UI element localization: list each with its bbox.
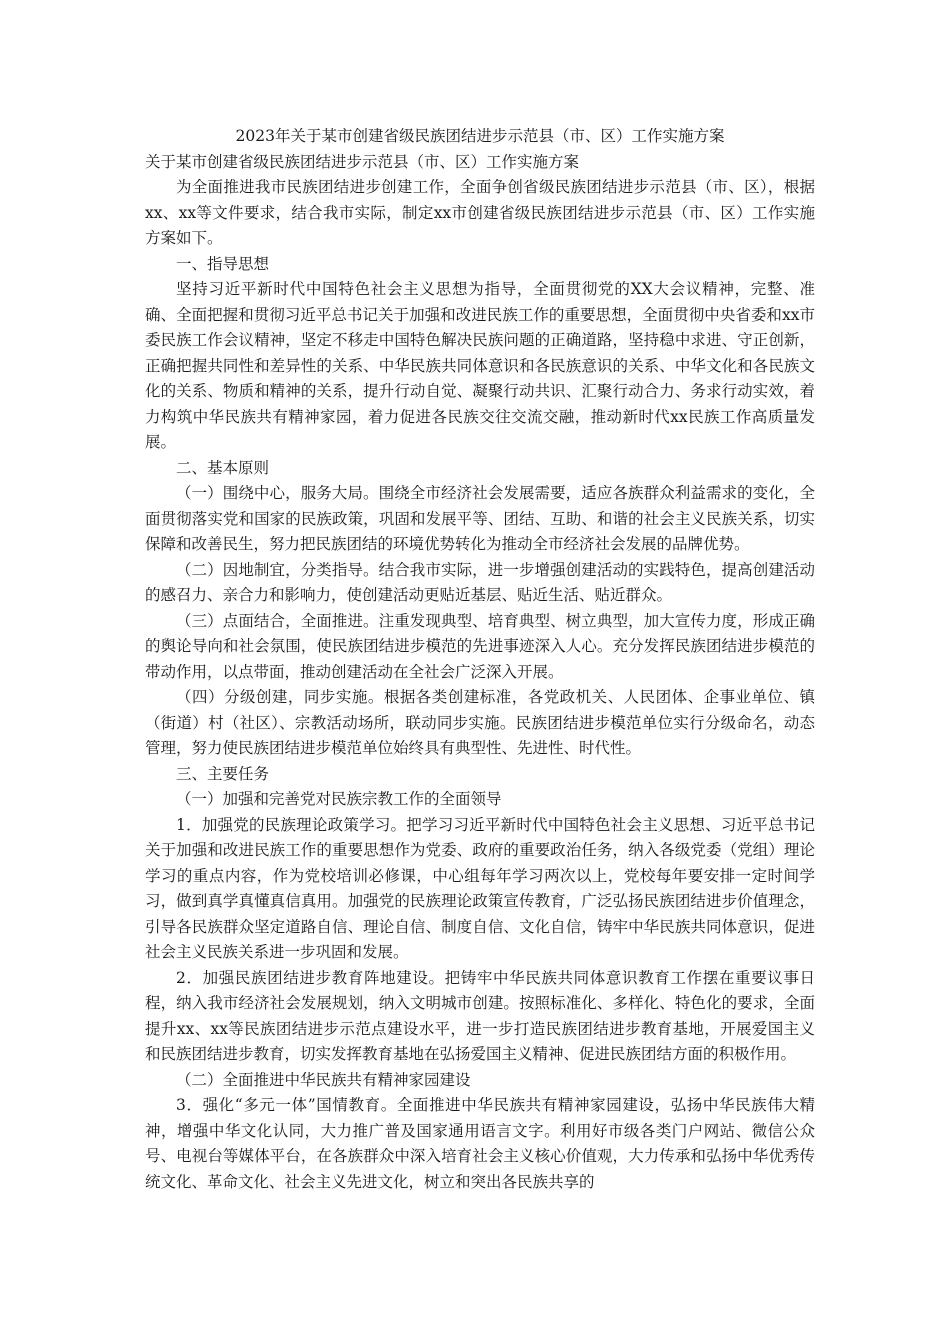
task-paragraph: 3．强化“多元一体”国情教育。全面推进中华民族共有精神家园建设，弘扬中华民族伟大精神，增强中华文化认同，大力推广普及国家通用语言文字。利用好市级各类门户网站、微信公众号、电视台等媒体平台，在各族群众中深入培育社会主义核心价值观，大力传承和弘扬中华优秀传统文化、革命文化、社会主义先进文化，树立和突出各民族共享的 xyxy=(145,1096,815,1191)
section-heading-main-tasks: 三、主要任务 xyxy=(176,764,270,783)
principle-paragraph: （二）因地制宜，分类指导。结合我市实际，进一步增强创建活动的实践特色，提高创建活动的感召力、亲合力和影响力，使创建活动更贴近基层、贴近生活、贴近群众。 xyxy=(145,560,815,604)
document-subtitle: 关于某市创建省级民族团结进步示范县（市、区）工作实施方案 xyxy=(145,152,580,171)
task-paragraph: 2．加强民族团结进步教育阵地建设。把铸牢中华民族共同体意识教育工作摆在重要议事日程，纳入我市经济社会发展规划，纳入文明城市创建。按照标准化、多样化、特色化的要求，全面提升xx、xx等民族团结进步示范点建设水平，进一步打造民族团结进步教育基地，开展爱国主义和民族团结进步教育，切实发挥教育基地在弘扬爱国主义精神、促进民族团结方面的积极作用。 xyxy=(145,968,815,1063)
subsection-heading-party-leadership: （一）加强和完善党对民族宗教工作的全面领导 xyxy=(176,790,502,808)
intro-paragraph: 为全面推进我市民族团结进步创建工作，全面争创省级民族团结进步示范县（市、区），根据xx、xx等文件要求，结合我市实际，制定xx市创建省级民族团结进步示范县（市、区）工作实施方案如下。 xyxy=(145,178,815,247)
principle-paragraph: （一）围绕中心，服务大局。围绕全市经济社会发展需要，适应各族群众利益需求的变化，全面贯彻落实党和国家的民族政策，巩固和发展平等、团结、互助、和谐的社会主义民族关系，切实保障和改善民生，努力把民族团结的环境优势转化为推动全市经济社会发展的品牌优势。 xyxy=(145,484,815,553)
document-body xyxy=(145,124,815,1195)
section-heading-basic-principles: 二、基本原则 xyxy=(176,458,270,477)
principle-paragraph: （三）点面结合，全面推进。注重发现典型、培育典型、树立典型，加大宣传力度，形成正确的舆论导向和社会氛围，使民族团结进步模范的先进事迹深入人心。充分发挥民族团结进步模范的带动作用，以点带面，推动创建活动在全社会广泛深入开展。 xyxy=(145,611,815,681)
guiding-thought-paragraph: 坚持习近平新时代中国特色社会主义思想为指导，全面贯彻党的XX大会议精神，完整、准确、全面把握和贯彻习近平总书记关于加强和改进民族工作的重要思想，全面贯彻中央省委和xx市委民族工作会议精神，坚定不移走中国特色解决民族问题的正确道路，坚持稳中求进、守正创新，正确把握共同性和差异性的关系、中华民族共同体意识和各民族意识的关系、中华文化和各民族文化的关系、物质和精神的关系，提升行动自觉、凝聚行动共识、汇聚行动合力、务求行动实效，着力构筑中华民族共有精神家园，着力促进各民族交往交流交融，推动新时代xx民族工作高质量发展。 xyxy=(145,280,815,451)
principle-paragraph: （四）分级创建，同步实施。根据各类创建标准，各党政机关、人民团体、企事业单位、镇（街道）村（社区）、宗教活动场所，联动同步实施。民族团结进步模范单位实行分级命名，动态管理，努力使民族团结进步模范单位始终具有典型性、先进性、时代性。 xyxy=(145,688,815,757)
document-title: 2023年关于某市创建省级民族团结进步示范县（市、区）工作实施方案 xyxy=(235,127,725,145)
subsection-heading-spiritual-home: （二）全面推进中华民族共有精神家园建设 xyxy=(176,1070,471,1089)
task-paragraph: 1．加强党的民族理论政策学习。把学习习近平新时代中国特色社会主义思想、习近平总书记关于加强和改进民族工作的重要思想作为党委、政府的重要政治任务，纳入各级党委（党组）理论学习的重点内容，作为党校培训必修课，中心组每年学习两次以上，党校每年要安排一定时间学习，做到真学真懂真信真用。加强党的民族理论政策宣传教育，广泛弘扬民族团结进步价值理念，引导各民族群众坚定道路自信、理论自信、制度自信、文化自信，铸牢中华民族共同体意识，促进社会主义民族关系进一步巩固和发展。 xyxy=(145,815,815,961)
section-heading-guiding-thought: 一、指导思想 xyxy=(176,254,270,273)
